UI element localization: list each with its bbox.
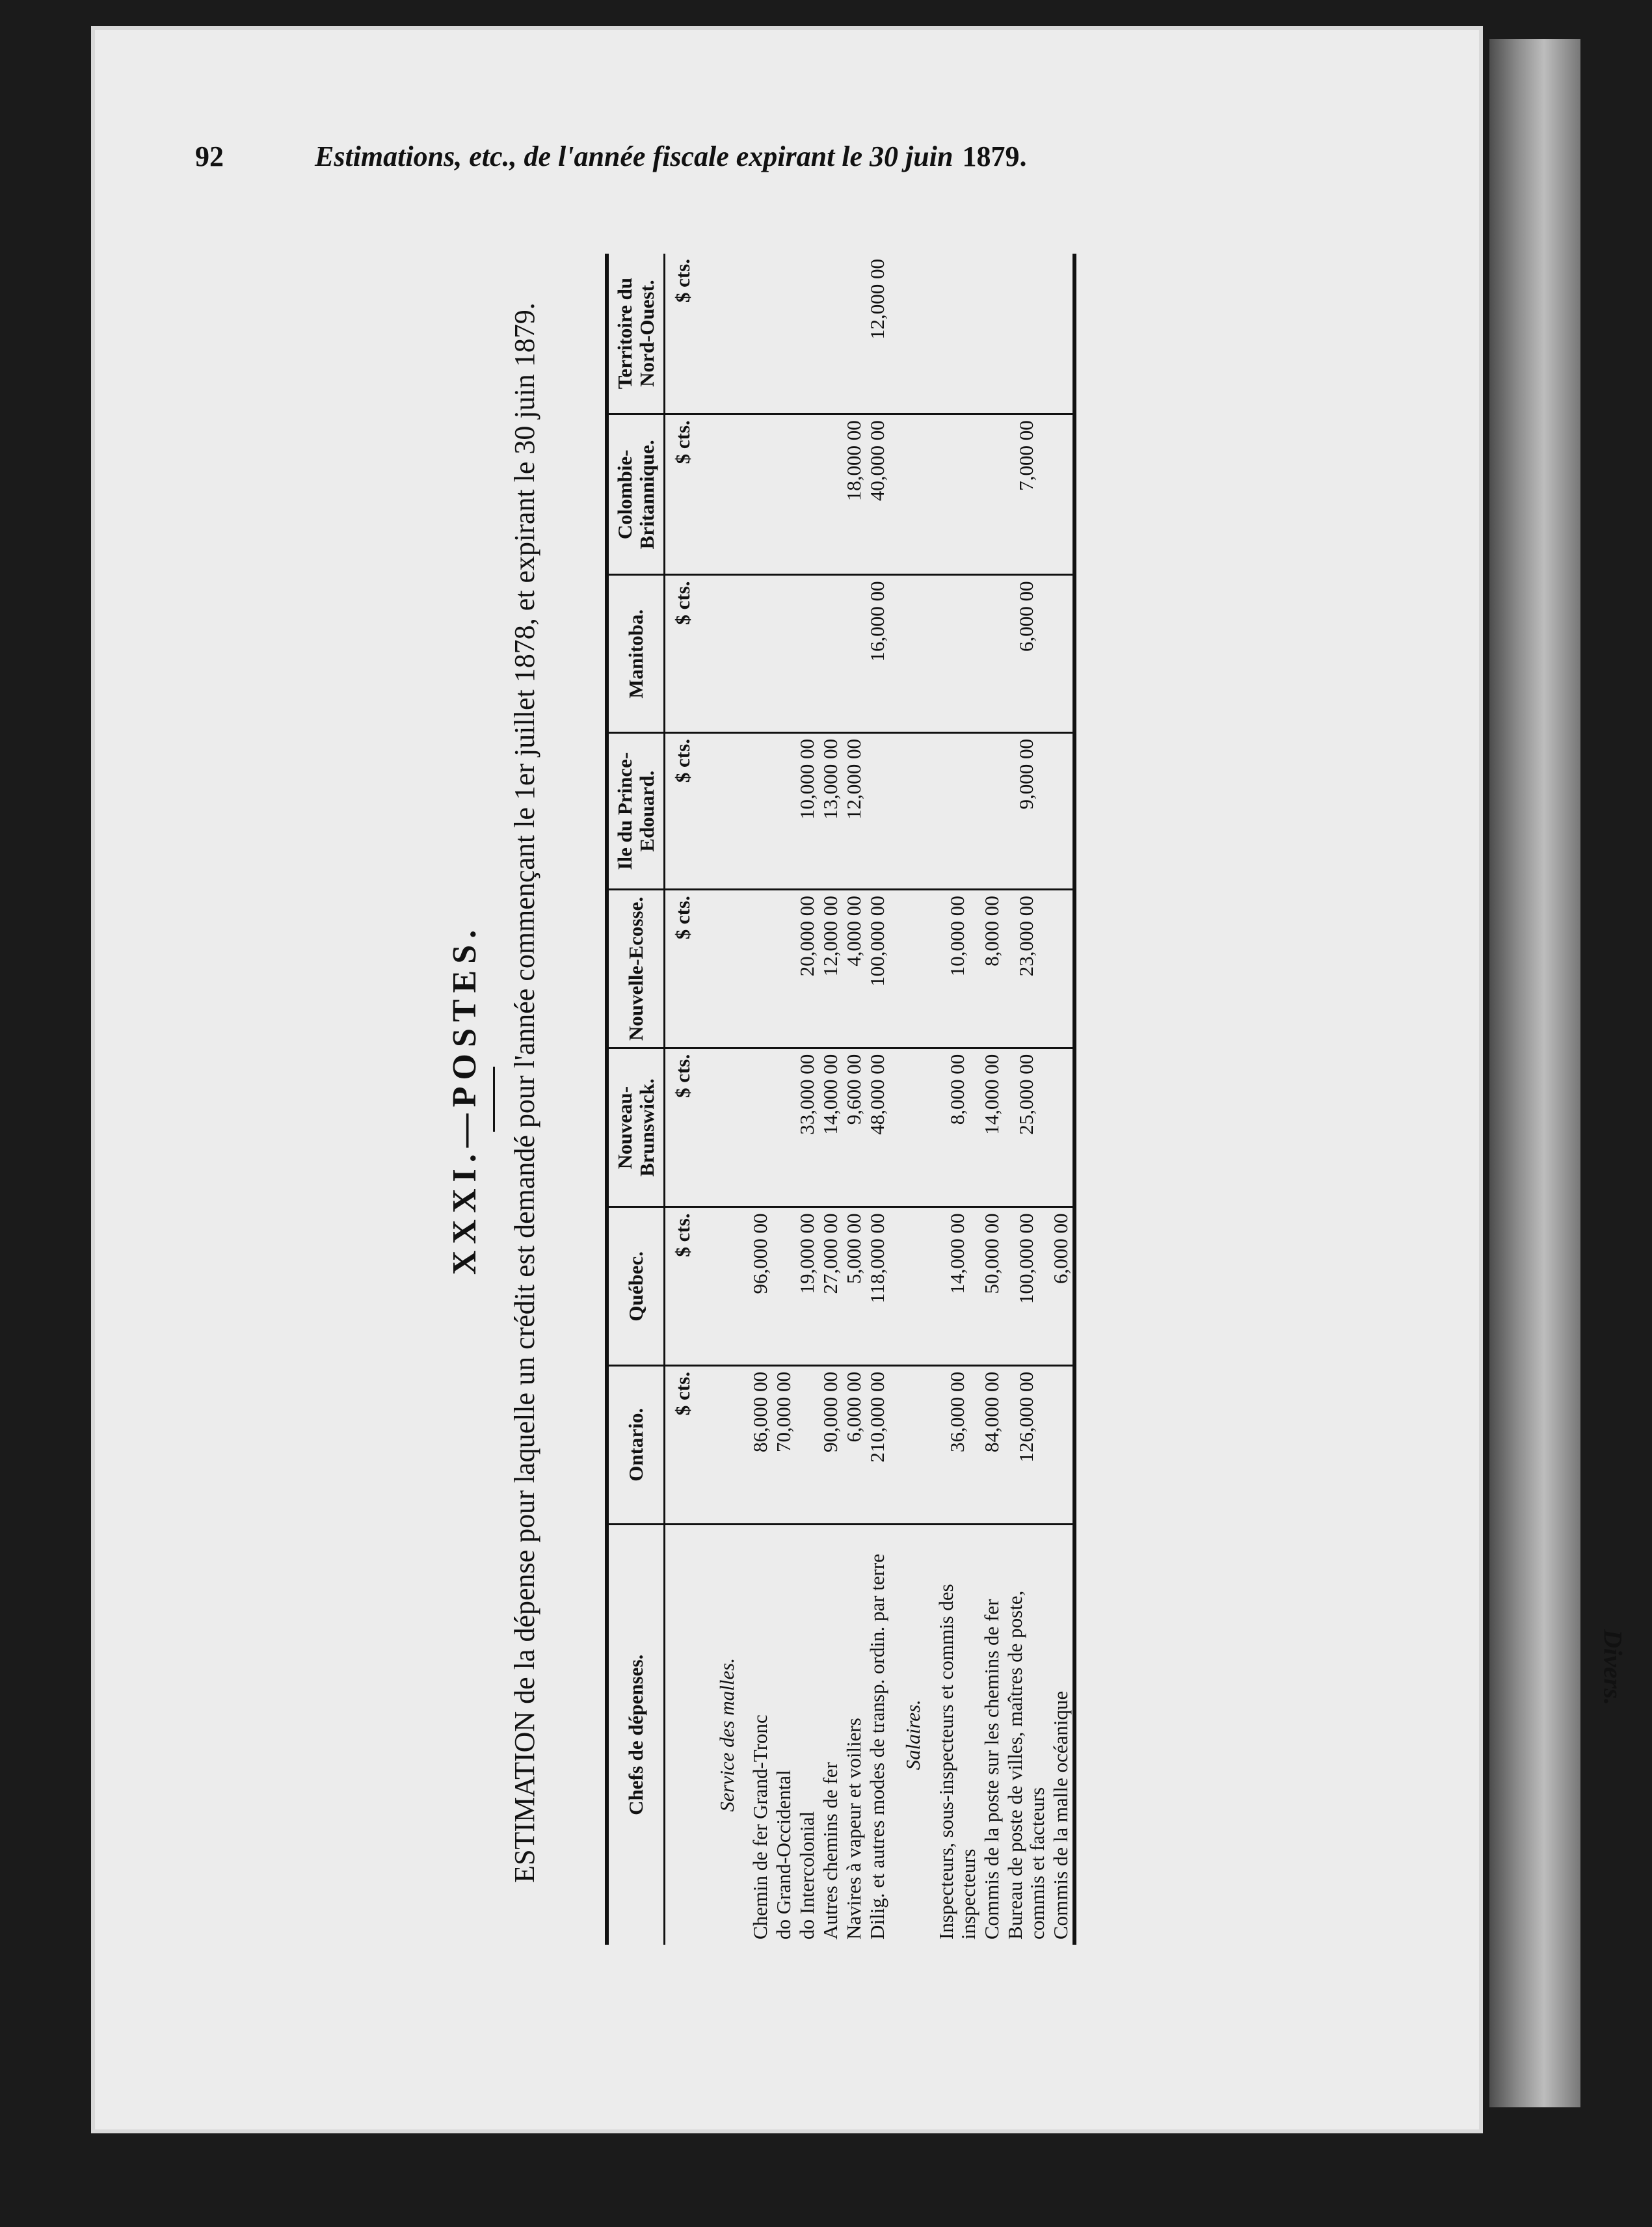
cell: 16,000 00 (866, 575, 889, 733)
running-title: Estimations, etc., de l'année fiscale expirant le 30 juin (315, 140, 953, 172)
cell: 23,000 00 (1004, 890, 1049, 1048)
cell (1049, 890, 1074, 1048)
cell (980, 733, 1004, 890)
cell (772, 733, 795, 890)
col-header: Territoire du Nord-Ouest. (607, 254, 665, 414)
cell (795, 254, 819, 414)
table-row (749, 254, 772, 1945)
cell: 100,000 00 (866, 890, 889, 1048)
table-row (1049, 254, 1074, 1945)
cell: 20,000 00 (795, 890, 819, 1048)
title-rule (493, 1067, 495, 1132)
cell: 18,000 00 (842, 414, 866, 575)
cell: 27,000 00 (819, 1207, 842, 1366)
margin-note-text: Divers. (1598, 1629, 1628, 1705)
cell (980, 414, 1004, 575)
section-label: Salaires. (901, 1700, 924, 1770)
cell: 40,000 00 (866, 414, 889, 575)
margin-note (1587, 1594, 1639, 1737)
cell (749, 254, 772, 414)
cell: 10,000 00 (935, 890, 980, 1048)
cell (1004, 254, 1049, 414)
cell (866, 733, 889, 890)
col-header: Manitoba. (607, 575, 665, 733)
table-row (866, 254, 889, 1945)
cell: 8,000 00 (980, 890, 1004, 1048)
cell (795, 414, 819, 575)
section-row (889, 254, 935, 1945)
cell (819, 575, 842, 733)
cell: 4,000 00 (842, 890, 866, 1048)
section-row (703, 254, 749, 1945)
cell (1049, 733, 1074, 890)
cell (749, 414, 772, 575)
cell: 90,000 00 (819, 1366, 842, 1525)
cell (980, 575, 1004, 733)
table-row (1004, 254, 1049, 1945)
col-header: Nouvelle-Ecosse. (607, 890, 665, 1048)
cell: 19,000 00 (795, 1207, 819, 1366)
cell: 33,000 00 (795, 1048, 819, 1207)
cell: 118,000 00 (866, 1207, 889, 1366)
cell: 13,000 00 (819, 733, 842, 890)
cell: 210,000 00 (866, 1366, 889, 1525)
cell: 50,000 00 (980, 1207, 1004, 1366)
row-label: Bureau de poste de villes, maîtres de poste, commis et facteurs (1004, 1590, 1048, 1940)
cell: 9,000 00 (1004, 733, 1049, 890)
cell (795, 575, 819, 733)
cell (772, 1048, 795, 1207)
cell (980, 254, 1004, 414)
cell: 12,000 00 (819, 890, 842, 1048)
rotated-content (442, 208, 1379, 1990)
col-header: Nouveau-Brunswick. (607, 1048, 665, 1207)
cell: 14,000 00 (935, 1207, 980, 1366)
row-label: do Grand-Occidental (772, 1770, 795, 1940)
row-label: Commis de la malle océanique (1049, 1524, 1074, 1945)
cell: 14,000 00 (819, 1048, 842, 1207)
col-header: Ontario. (607, 1366, 665, 1525)
row-label: Navires à vapeur et voiliers (842, 1718, 865, 1940)
col-header: Chefs de dépenses. (607, 1524, 665, 1945)
table-row (842, 254, 866, 1945)
cell (772, 414, 795, 575)
cell (935, 575, 980, 733)
cell: 100,000 00 (1004, 1207, 1049, 1366)
estimates-table (605, 254, 1076, 1945)
cell (1049, 414, 1074, 575)
cell: 25,000 00 (1004, 1048, 1049, 1207)
cell (842, 254, 866, 414)
cell: 48,000 00 (866, 1048, 889, 1207)
row-label: Chemin de fer Grand-Tronc (749, 1714, 771, 1940)
cell: 12,000 00 (866, 254, 889, 414)
row-label: Commis de la poste sur les chemins de fer (980, 1599, 1003, 1940)
page-edge (1489, 39, 1580, 2107)
row-label: Inspecteurs, sous-inspecteurs et commis des inspecteurs (935, 1584, 979, 1940)
cell (819, 414, 842, 575)
cell (1049, 1366, 1074, 1525)
cell (795, 1366, 819, 1525)
cell: 6,000 00 (1049, 1207, 1074, 1366)
cell: 7,000 00 (1004, 414, 1049, 575)
cell: 96,000 00 (749, 1207, 772, 1366)
cell (772, 254, 795, 414)
cell (749, 890, 772, 1048)
cell (935, 733, 980, 890)
table-row (795, 254, 819, 1945)
units-row (665, 254, 704, 1945)
units-cell: $ cts. (665, 733, 704, 890)
units-cell: $ cts. (665, 1366, 704, 1525)
cell (749, 575, 772, 733)
cell: 5,000 00 (842, 1207, 866, 1366)
cell (819, 254, 842, 414)
cell (842, 575, 866, 733)
units-cell: $ cts. (665, 1048, 704, 1207)
units-cell: $ cts. (665, 575, 704, 733)
cell: 84,000 00 (980, 1366, 1004, 1525)
cell: 14,000 00 (980, 1048, 1004, 1207)
cell: 6,000 00 (1004, 575, 1049, 733)
cell: 6,000 00 (842, 1366, 866, 1525)
cell: 70,000 00 (772, 1366, 795, 1525)
units-cell: $ cts. (665, 254, 704, 414)
units-cell: $ cts. (665, 414, 704, 575)
cell (772, 1207, 795, 1366)
units-cell: $ cts. (665, 890, 704, 1048)
table-row (980, 254, 1004, 1945)
table-row (935, 254, 980, 1945)
cell: 36,000 00 (935, 1366, 980, 1525)
cell: 12,000 00 (842, 733, 866, 890)
row-label: do Intercolonial (795, 1811, 818, 1940)
table-header-row (607, 254, 665, 1945)
section-subtitle: ESTIMATION de la dépense pour laquelle un crédit est demandé pour l'année commençant le 1er juillet 1878, et expirant le 30 juin 1879. (509, 302, 540, 1883)
cell (772, 890, 795, 1048)
running-year: 1879. (962, 140, 1027, 172)
table-row (772, 254, 795, 1945)
cell (772, 575, 795, 733)
cell: 9,600 00 (842, 1048, 866, 1207)
cell: 126,000 00 (1004, 1366, 1049, 1525)
section-label: Service des malles. (715, 1657, 738, 1812)
row-label: Autres chemins de fer (819, 1762, 842, 1940)
cell (935, 254, 980, 414)
cell: 8,000 00 (935, 1048, 980, 1207)
page-number: 92 (195, 140, 224, 172)
units-cell: $ cts. (665, 1207, 704, 1366)
row-label: Dilig. et autres modes de transp. ordin. par terre (866, 1553, 888, 1940)
cell (1049, 575, 1074, 733)
cell (749, 1048, 772, 1207)
cell: 10,000 00 (795, 733, 819, 890)
cell (749, 733, 772, 890)
section-title: XXXI.—POSTES. (446, 923, 483, 1275)
cell: 86,000 00 (749, 1366, 772, 1525)
cell (935, 414, 980, 575)
table-row (819, 254, 842, 1945)
running-header (195, 140, 1236, 179)
cell (1049, 254, 1074, 414)
col-header: Québec. (607, 1207, 665, 1366)
col-header: Ile du Prince-Edouard. (607, 733, 665, 890)
cell (1049, 1048, 1074, 1207)
col-header: Colombie-Britannique. (607, 414, 665, 575)
